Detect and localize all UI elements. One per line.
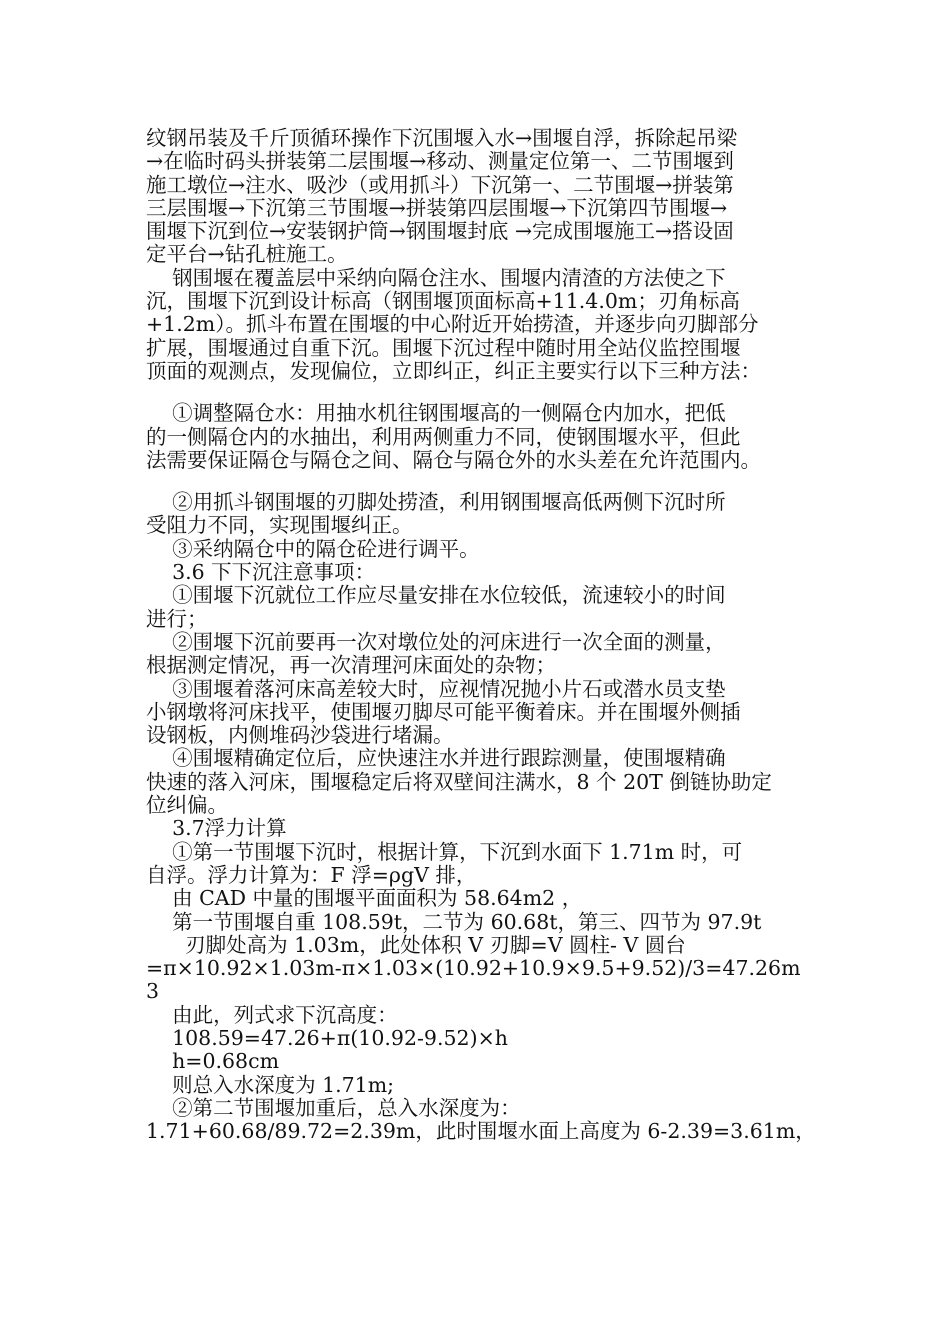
text-line: ③采纳隔仓中的隔仓砼进行调平。 bbox=[146, 536, 480, 561]
text-line: ③围堰着落河床高差较大时，应视情况抛小片石或潜水员支垫 bbox=[146, 676, 726, 701]
text-line: 根据测定情况，再一次清理河床面处的杂物； bbox=[146, 653, 556, 678]
text-line: +1.2m）。抓斗布置在围堰的中心附近开始捞渣，并逐步向刃脚部分 bbox=[146, 312, 759, 337]
text-line: 自浮。浮力计算为：F 浮=ρgV 排， bbox=[146, 862, 477, 887]
text-line: 3.7浮力计算 bbox=[146, 816, 287, 841]
document-page bbox=[146, 126, 816, 1144]
text-line: 则总入水深度为 1.71m; bbox=[146, 1072, 395, 1097]
text-line: 沉，围堰下沉到设计标高（钢围堰顶面标高+11.4.0m；刃角标高 bbox=[146, 289, 740, 314]
text-line: 围堰下沉到位→安装钢护筒→钢围堰封底 →完成围堰施工→搭设固 bbox=[146, 219, 734, 244]
text-line: 纹钢吊装及千斤顶循环操作下沉围堰入水→围堰自浮，拆除起吊梁 bbox=[146, 126, 738, 150]
paragraph-block-procedure bbox=[146, 127, 806, 383]
text-line: 受阻力不同，实现围堰纠正。 bbox=[146, 513, 413, 538]
paragraph-block-method-1 bbox=[146, 402, 806, 472]
text-line: ②第二节围堰加重后，总入水深度为： bbox=[146, 1095, 521, 1120]
text-line: 快速的落入河床，围堰稳定后将双壁间注满水，8 个 20T 倒链协助定 bbox=[146, 769, 772, 794]
text-line: 三层围堰→下沉第三节围堰→拼装第四层围堰→下沉第四节围堰→ bbox=[146, 195, 728, 220]
text-line: ④围堰精确定位后，应快速注水并进行跟踪测量，使围堰精确 bbox=[146, 746, 726, 771]
text-line: →在临时码头拼装第二层围堰→移动、测量定位第一、二节围堰到 bbox=[146, 149, 734, 174]
text-line: ②围堰下沉前要再一次对墩位处的河床进行一次全面的测量， bbox=[146, 629, 726, 654]
text-line: 108.59=47.26+π(10.92-9.52)×h bbox=[146, 1025, 508, 1050]
text-line: =π×10.92×1.03m-π×1.03×(10.92+10.9×9.5+9.52)/3=47.26m bbox=[146, 956, 801, 981]
text-line: 第一节围堰自重 108.59t，二节为 60.68t，第三、四节为 97.9t bbox=[146, 909, 762, 934]
text-line: ①调整隔仓水：用抽水机往钢围堰高的一侧隔仓内加水，把低 bbox=[146, 401, 726, 426]
text-line: 刃脚处高为 1.03m，此处体积 V 刃脚=V 圆柱- V 圆台 bbox=[146, 932, 686, 957]
text-line: 钢围堰在覆盖层中采纳向隔仓注水、围堰内清渣的方法使之下 bbox=[146, 265, 726, 290]
paragraph-gap bbox=[146, 383, 806, 402]
text-line: ②用抓斗钢围堰的刃脚处捞渣，利用钢围堰高低两侧下沉时所 bbox=[146, 490, 726, 515]
paragraph-block-methods-and-calculation bbox=[146, 490, 816, 1144]
text-line: 进行； bbox=[146, 606, 208, 631]
paragraph-gap bbox=[146, 472, 806, 491]
text-line: 法需要保证隔仓与隔仓之间、隔仓与隔仓外的水头差在允许范围内。 bbox=[146, 447, 761, 472]
text-line: 顶面的观测点，发现偏位，立即纠正，纠正主要实行以下三种方法： bbox=[146, 358, 761, 383]
text-line: 3.6 下下沉注意事项： bbox=[146, 560, 376, 585]
text-line: 位纠偏。 bbox=[146, 793, 228, 818]
text-line: ①围堰下沉就位工作应尽量安排在水位较低，流速较小的时间 bbox=[146, 583, 726, 608]
text-line: 3 bbox=[146, 979, 160, 1004]
text-line: h=0.68cm bbox=[146, 1049, 280, 1074]
text-line: 由 CAD 中量的围堰平面面积为 58.64m2 ， bbox=[146, 886, 583, 911]
text-line: ①第一节围堰下沉时，根据计算，下沉到水面下 1.71m 时，可 bbox=[146, 839, 743, 864]
text-line: 施工墩位→注水、吸沙（或用抓斗）下沉第一、二节围堰→拼装第 bbox=[146, 172, 734, 197]
text-line: 小钢墩将河床找平，使围堰刃脚尽可能平衡着床。并在围堰外侧插 bbox=[146, 699, 741, 724]
text-line: 1.71+60.68/89.72=2.39m，此时围堰水面上高度为 6-2.39=3.61m， bbox=[146, 1119, 816, 1144]
text-line: 定平台→钻孔桩施工。 bbox=[146, 242, 348, 267]
text-line: 扩展，围堰通过自重下沉。围堰下沉过程中随时用全站仪监控围堰 bbox=[146, 335, 741, 360]
text-line: 设钢板，内侧堆码沙袋进行堵漏。 bbox=[146, 723, 454, 748]
text-line: 由此，列式求下沉高度： bbox=[146, 1002, 398, 1027]
text-line: 的一侧隔仓内的水抽出，利用两侧重力不同，使钢围堰水平，但此 bbox=[146, 424, 741, 449]
